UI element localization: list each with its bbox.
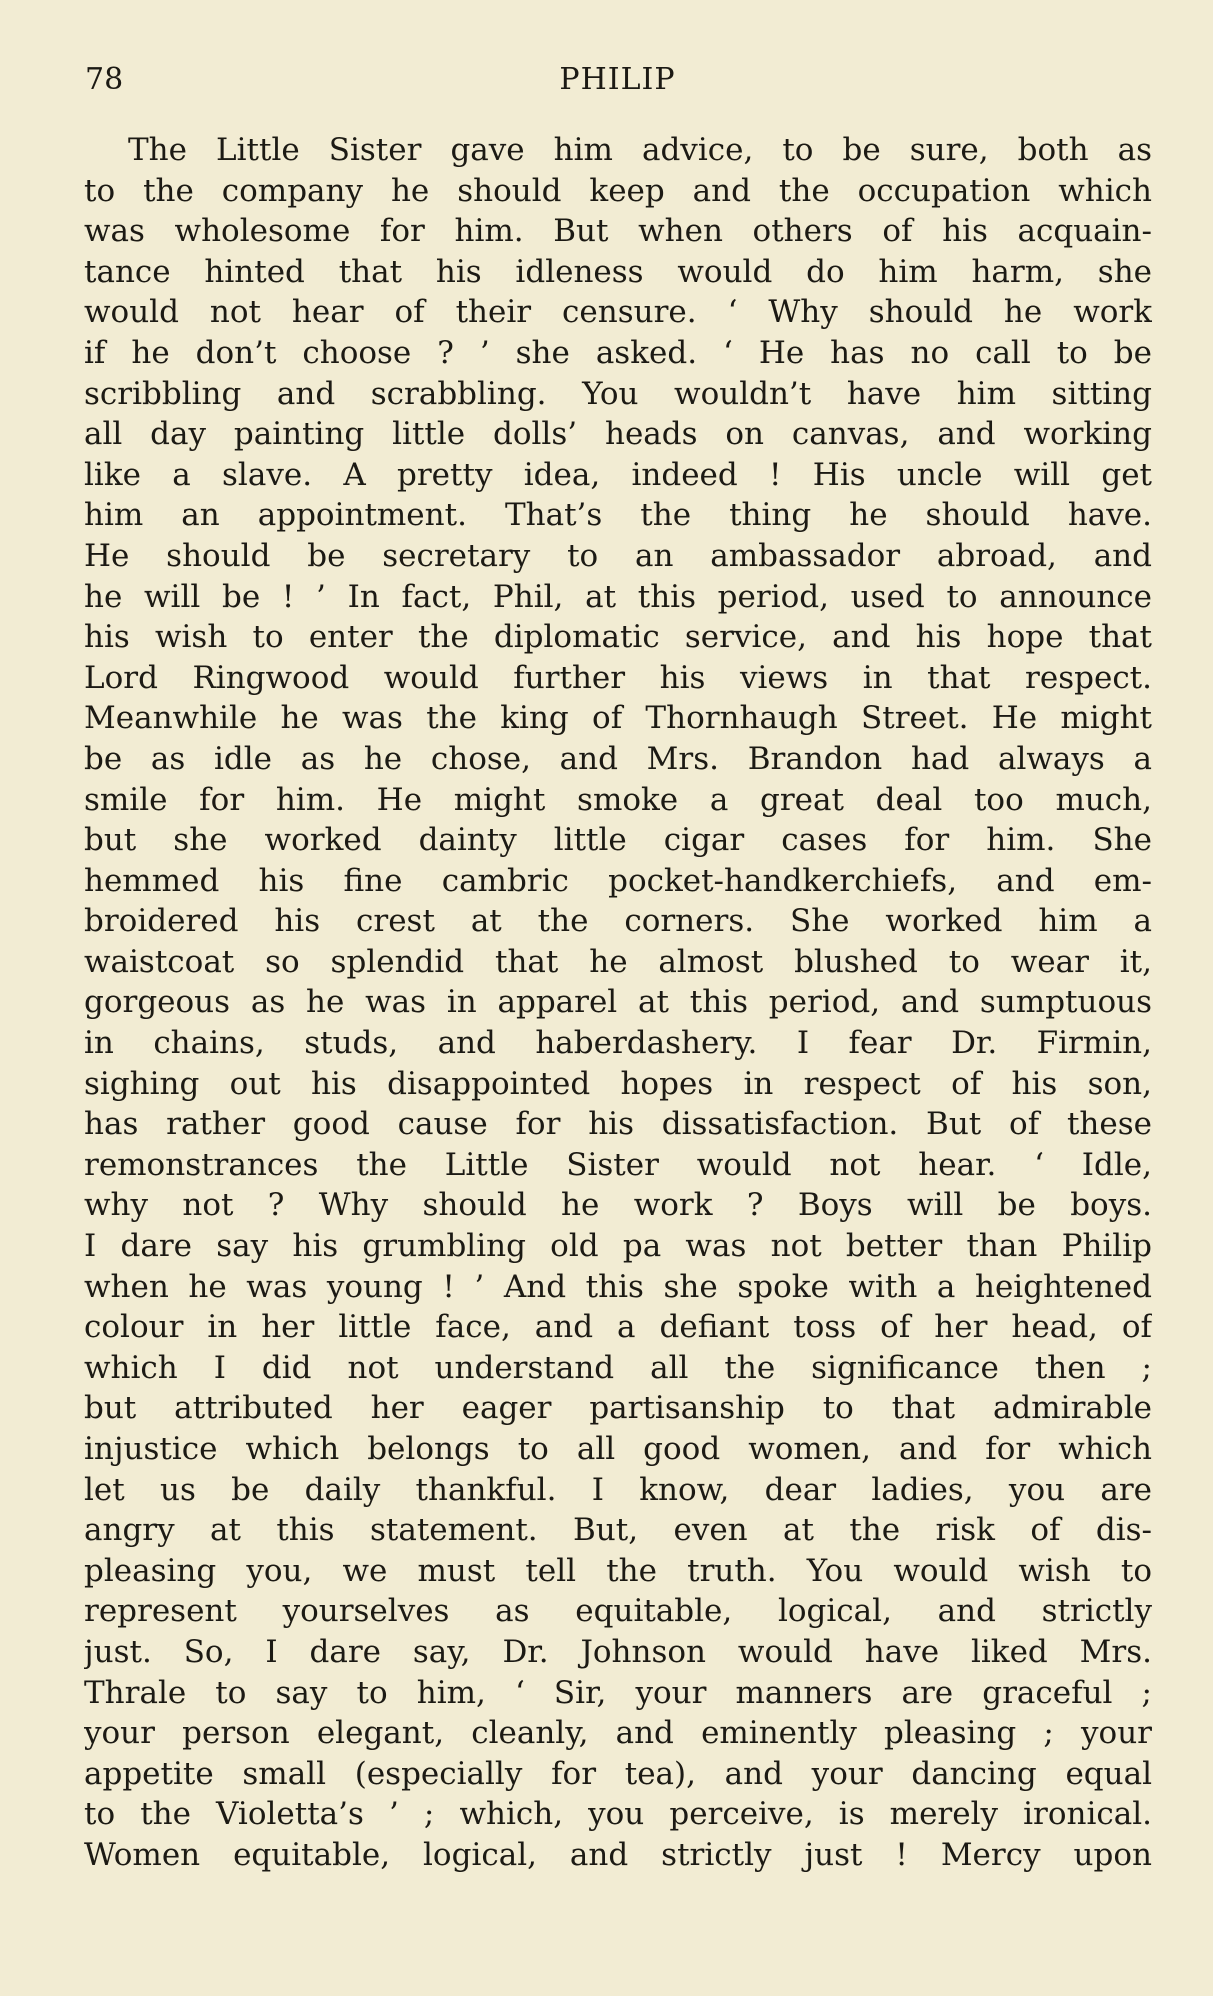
text-line: hemmed his fine cambric pocket-handkerchiefs, and em- — [84, 862, 1152, 899]
text-line: injustice which belongs to all good women, and for which — [84, 1431, 1152, 1467]
text-line: gorgeous as he was in apparel at this period, and sumptuous — [84, 984, 1152, 1021]
text-line: which I did not understand all the significance then ; — [84, 1349, 1152, 1386]
text-line: to the company he should keep and the occupation which — [84, 172, 1152, 209]
text-line: his wish to enter the diplomatic service, and his hope that — [84, 619, 1152, 656]
text-line: him an appointment. That’s the thing he should have. — [84, 497, 1152, 534]
text-line: to the Violetta’s ’ ; which, you perceive, is merely ironical. — [84, 1796, 1152, 1833]
text-line: Lord Ringwood would further his views in that respect. — [84, 659, 1152, 696]
text-line: I dare say his grumbling old pa was not better than Philip — [84, 1228, 1152, 1265]
text-line: pleasing you, we must tell the truth. You would wish to — [84, 1552, 1152, 1589]
text-line: smile for him. He might smoke a great deal too much, — [84, 781, 1152, 818]
text-line: was wholesome for him. But when others of his acquain- — [84, 213, 1152, 250]
text-line: Thrale to say to him, ‘ Sir, your manners are graceful ; — [84, 1674, 1152, 1711]
text-line: all day painting little dolls’ heads on canvas, and working — [84, 416, 1152, 453]
text-line: angry at this statement. But, even at the risk of dis- — [84, 1512, 1152, 1549]
text-line: but she worked dainty little cigar cases for him. She — [84, 822, 1152, 859]
page-header — [85, 62, 1150, 102]
text-line: Women equitable, logical, and strictly just ! Mercy upon — [84, 1836, 1152, 1873]
page-number: 78 — [85, 62, 124, 97]
text-line: why not ? Why should he work ? Boys will be boys. — [84, 1187, 1152, 1224]
text-line: tance hinted that his idleness would do him harm, she — [84, 253, 1152, 290]
text-line: appetite small (especially for tea), and your dancing equal — [84, 1755, 1152, 1792]
text-line: He should be secretary to an ambassador abroad, and — [84, 537, 1152, 574]
text-line: would not hear of their censure. ‘ Why should he work — [84, 294, 1152, 331]
text-line: if he don’t choose ? ’ she asked. ‘ He has no call to be — [84, 334, 1152, 371]
text-line: but attributed her eager partisanship to that admirable — [84, 1390, 1152, 1427]
text-line: broidered his crest at the corners. She worked him a — [84, 903, 1152, 940]
text-line: sighing out his disappointed hopes in respect of his son, — [84, 1065, 1152, 1102]
text-line: The Little Sister gave him advice, to be sure, both as — [128, 132, 1152, 168]
body-paragraph — [84, 130, 1152, 1876]
text-line: represent yourselves as equitable, logical, and strictly — [84, 1593, 1152, 1630]
running-title: PHILIP — [559, 62, 676, 97]
text-line: be as idle as he chose, and Mrs. Brandon had always a — [84, 740, 1152, 777]
text-line: let us be daily thankful. I know, dear ladies, you are — [84, 1471, 1152, 1508]
text-line: remonstrances the Little Sister would not hear. ‘ Idle, — [84, 1146, 1152, 1183]
text-line: in chains, studs, and haberdashery. I fear Dr. Firmin, — [84, 1025, 1152, 1062]
text-line: he will be ! ’ In fact, Phil, at this period, used to announce — [84, 578, 1152, 615]
text-line: just. So, I dare say, Dr. Johnson would have liked Mrs. — [84, 1633, 1152, 1670]
text-line: colour in her little face, and a defiant toss of her head, of — [84, 1309, 1152, 1346]
text-line: scribbling and scrabbling. You wouldn’t have him sitting — [84, 375, 1152, 412]
text-line: your person elegant, cleanly, and eminently pleasing ; your — [84, 1715, 1152, 1752]
text-line: has rather good cause for his dissatisfaction. But of these — [84, 1106, 1152, 1143]
text-line: waistcoat so splendid that he almost blushed to wear it, — [84, 943, 1152, 980]
text-line: Meanwhile he was the king of Thornhaugh Street. He might — [84, 700, 1152, 737]
text-line: when he was young ! ’ And this she spoke with a heightened — [84, 1268, 1152, 1305]
text-line: like a slave. A pretty idea, indeed ! His uncle will get — [84, 456, 1152, 493]
